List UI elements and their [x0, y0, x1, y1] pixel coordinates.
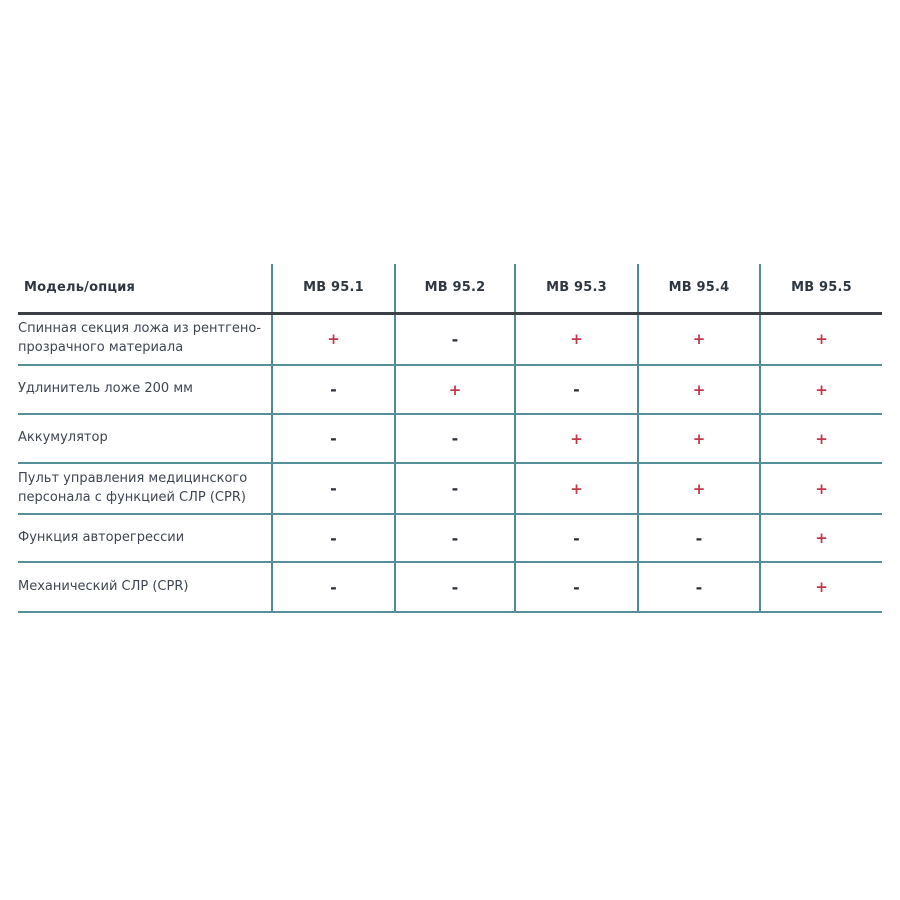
cell-value: - — [395, 514, 515, 562]
cell-value: + — [515, 463, 638, 514]
column-header-model-1: МВ 95.1 — [272, 264, 395, 313]
cell-value: + — [760, 313, 882, 365]
cell-value: - — [395, 414, 515, 463]
column-header-model-3: МВ 95.3 — [515, 264, 638, 313]
table-row — [18, 562, 882, 612]
cell-value: + — [515, 414, 638, 463]
cell-value: - — [638, 514, 760, 562]
cell-value: + — [760, 463, 882, 514]
option-label: Функция авторегрессии — [18, 514, 272, 562]
option-label: Механический СЛР (CPR) — [18, 562, 272, 612]
model-options-table — [18, 264, 882, 613]
option-label: Аккумулятор — [18, 414, 272, 463]
cell-value: - — [272, 463, 395, 514]
cell-value: + — [515, 313, 638, 365]
column-header-model-4: МВ 95.4 — [638, 264, 760, 313]
option-label: Спинная секция ложа из рентгено-прозрачного материала — [18, 313, 272, 365]
cell-value: + — [272, 313, 395, 365]
cell-value: + — [760, 562, 882, 612]
cell-value: - — [272, 414, 395, 463]
header-row — [18, 264, 882, 313]
table-header — [18, 264, 882, 313]
cell-value: - — [515, 514, 638, 562]
cell-value: + — [638, 365, 760, 414]
cell-value: + — [638, 463, 760, 514]
cell-value: - — [272, 514, 395, 562]
option-label: Удлинитель ложе 200 мм — [18, 365, 272, 414]
cell-value: - — [515, 365, 638, 414]
table-row — [18, 463, 882, 514]
cell-value: + — [760, 514, 882, 562]
cell-value: + — [638, 313, 760, 365]
column-header-model-2: МВ 95.2 — [395, 264, 515, 313]
cell-value: - — [395, 562, 515, 612]
cell-value: - — [395, 463, 515, 514]
column-header-model-5: МВ 95.5 — [760, 264, 882, 313]
table-row — [18, 514, 882, 562]
cell-value: + — [760, 414, 882, 463]
cell-value: - — [395, 313, 515, 365]
cell-value: + — [638, 414, 760, 463]
cell-value: - — [515, 562, 638, 612]
table-row — [18, 365, 882, 414]
cell-value: - — [272, 562, 395, 612]
cell-value: - — [272, 365, 395, 414]
option-label: Пульт управления медицинского персонала с функцией СЛР (CPR) — [18, 463, 272, 514]
cell-value: + — [760, 365, 882, 414]
table-body — [18, 313, 882, 612]
column-header-option: Модель/опция — [18, 264, 272, 313]
cell-value: - — [638, 562, 760, 612]
cell-value: + — [395, 365, 515, 414]
model-options-table-container — [18, 264, 882, 613]
table-row — [18, 414, 882, 463]
table-row — [18, 313, 882, 365]
